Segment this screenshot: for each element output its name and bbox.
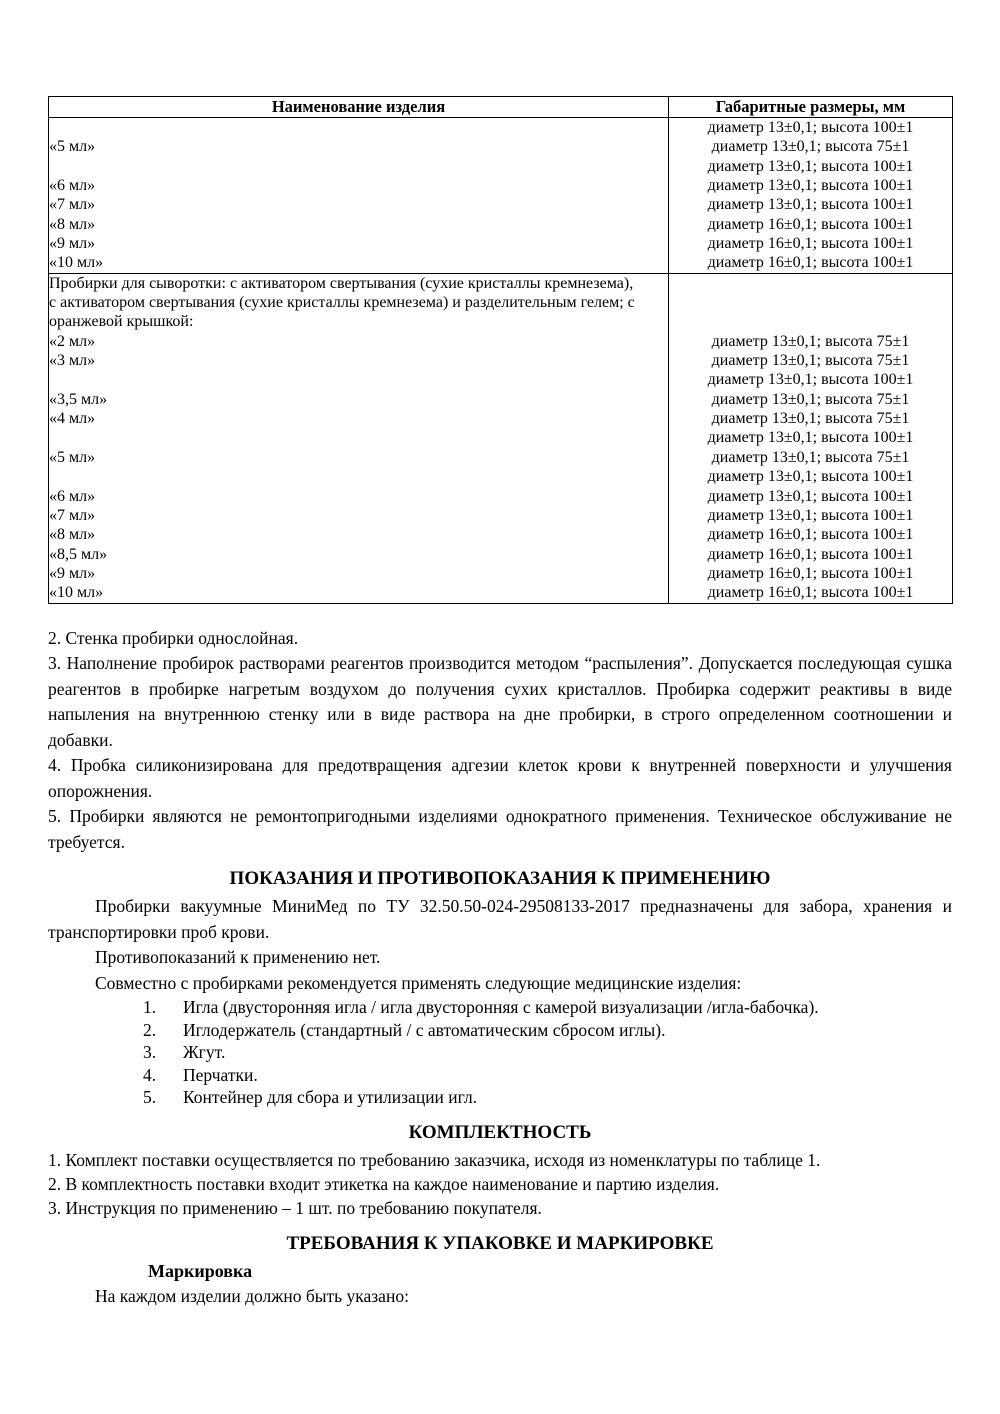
product-dimensions: диаметр 13±0,1; высота 75±1 xyxy=(711,332,910,350)
product-name: «9 мл» xyxy=(49,235,96,253)
product-name: «3,5 мл» xyxy=(49,390,108,408)
product-name: «10 мл» xyxy=(49,584,104,602)
marking-intro-paragraph: На каждом изделии должно быть указано: xyxy=(95,1285,409,1306)
product-dimensions: диаметр 13±0,1; высота 75±1 xyxy=(711,138,910,156)
list-item xyxy=(143,1086,952,1109)
product-dimensions: диаметр 16±0,1; высота 100±1 xyxy=(707,545,914,563)
packaging-heading: ТРЕБОВАНИЯ К УПАКОВКЕ И МАРКИРОВКЕ xyxy=(286,1232,714,1254)
column-header-product-name: Наименование изделия xyxy=(49,97,669,118)
product-name: «3 мл» xyxy=(49,352,96,370)
list-item xyxy=(143,1064,952,1087)
table-body xyxy=(49,118,953,604)
list-item-text: Контейнер для сбора и утилизации игл. xyxy=(183,1087,478,1108)
product-name: «5 мл» xyxy=(49,448,96,466)
table-row xyxy=(49,118,953,274)
product-dimensions: диаметр 16±0,1; высота 100±1 xyxy=(707,526,914,544)
product-dimensions: диаметр 13±0,1; высота 100±1 xyxy=(707,429,914,447)
note-paragraph: 3. Наполнение пробирок растворами реагентов производится методом “распыления”. Допускается последующая сушка реагентов в пробирке нагретым воздухом до получения сухих кристаллов. Пробирка содержит реактивы в виде напыления на внутреннюю стенку или в виде раствора на дне пробирки, в строго определенном соотношении и добавки. xyxy=(48,653,952,750)
product-dimensions: диаметр 16±0,1; высота 100±1 xyxy=(707,254,914,272)
product-dimensions: диаметр 13±0,1; высота 100±1 xyxy=(707,119,914,136)
spacer xyxy=(669,274,952,332)
product-name: «10 мл» xyxy=(49,254,104,272)
list-item-text: Перчатки. xyxy=(183,1064,258,1085)
product-name: «2 мл» xyxy=(49,332,96,350)
list-item-number: 2. xyxy=(143,1019,157,1040)
product-name xyxy=(49,428,668,447)
list-item-text: Жгут. xyxy=(183,1042,226,1063)
product-name xyxy=(49,467,668,486)
completeness-item: 3. Инструкция по применению – 1 шт. по требованию покупателя. xyxy=(48,1197,542,1218)
completeness-item: 2. В комплектность поставки входит этикетка на каждое наименование и партию изделия. xyxy=(48,1173,720,1194)
product-name: «4 мл» xyxy=(49,410,96,428)
product-names-cell xyxy=(49,118,669,274)
product-name: «7 мл» xyxy=(49,196,96,214)
list-item xyxy=(143,1041,952,1064)
product-name: «6 мл» xyxy=(49,487,96,505)
product-name xyxy=(49,157,668,176)
product-dimensions: диаметр 13±0,1; высота 100±1 xyxy=(707,506,914,524)
product-dimensions-table xyxy=(48,96,953,604)
product-dimensions: диаметр 13±0,1; высота 100±1 xyxy=(707,487,914,505)
product-names-cell xyxy=(49,273,669,603)
packaging-section xyxy=(48,1231,952,1310)
product-dimensions: диаметр 13±0,1; высота 75±1 xyxy=(711,352,910,370)
list-item-text: Игла (двусторонняя игла / игла двусторонняя с камерой визуализации /игла-бабочка). xyxy=(183,997,819,1018)
table-row xyxy=(49,273,953,603)
list-item-number: 4. xyxy=(143,1064,157,1085)
product-dimensions: диаметр 13±0,1; высота 75±1 xyxy=(711,410,910,428)
product-dimensions: диаметр 13±0,1; высота 100±1 xyxy=(707,157,914,175)
list-item xyxy=(143,996,952,1019)
contraindications-paragraph: Противопоказаний к применению нет. xyxy=(95,947,381,968)
recommended-devices-list xyxy=(143,996,952,1109)
note-paragraph: 2. Стенка пробирки однослойная. xyxy=(48,627,299,648)
product-name: «9 мл» xyxy=(49,564,96,582)
table-header xyxy=(49,97,953,118)
product-dimensions: диаметр 16±0,1; высота 100±1 xyxy=(707,584,914,602)
product-dimensions: диаметр 13±0,1; высота 100±1 xyxy=(707,371,914,389)
completeness-items xyxy=(48,1148,952,1220)
recommended-devices-intro: Совместно с пробирками рекомендуется применять следующие медицинские изделия: xyxy=(95,972,742,993)
indications-section xyxy=(48,866,952,1109)
marking-subheading: Маркировка xyxy=(148,1260,253,1281)
dimensions-cell xyxy=(669,118,953,274)
row-description-text: Пробирки для сыворотки: с активатором свертывания (сухие кристаллы кремнезема), с активатором свертывания (сухие кристаллы кремнезема) и разделительным гелем; с оранжевой крышкой: xyxy=(49,274,635,331)
product-dimensions: диаметр 13±0,1; высота 100±1 xyxy=(707,177,914,195)
product-dimensions: диаметр 13±0,1; высота 100±1 xyxy=(707,468,914,486)
product-dimensions: диаметр 16±0,1; высота 100±1 xyxy=(707,215,914,233)
completeness-section xyxy=(48,1120,952,1220)
list-item xyxy=(143,1019,952,1042)
table-header-row xyxy=(49,97,953,118)
note-paragraph: 5. Пробирки являются не ремонтопригодными изделиями однократного применения. Техническое обслуживание не требуется. xyxy=(48,806,952,852)
indications-heading: ПОКАЗАНИЯ И ПРОТИВОПОКАЗАНИЯ К ПРИМЕНЕНИЮ xyxy=(229,868,771,890)
product-dimensions: диаметр 13±0,1; высота 100±1 xyxy=(707,196,914,214)
product-dimensions: диаметр 13±0,1; высота 75±1 xyxy=(711,390,910,408)
note-paragraph: 4. Пробка силиконизирована для предотвращения адгезии клеток крови к внутренней поверхности и улучшения опорожнения. xyxy=(48,755,952,801)
completeness-item: 1. Комплект поставки осуществляется по требованию заказчика, исходя из номенклатуры по таблице 1. xyxy=(48,1149,821,1170)
notes-section xyxy=(48,626,952,856)
product-name: «7 мл» xyxy=(49,506,96,524)
list-item-text: Иглодержатель (стандартный / с автоматическим сбросом иглы). xyxy=(183,1019,666,1040)
product-dimensions: диаметр 16±0,1; высота 100±1 xyxy=(707,235,914,253)
column-header-dimensions: Габаритные размеры, мм xyxy=(669,97,953,118)
list-item-number: 1. xyxy=(143,997,157,1018)
product-dimensions: диаметр 13±0,1; высота 75±1 xyxy=(711,448,910,466)
product-dimensions: диаметр 16±0,1; высота 100±1 xyxy=(707,564,914,582)
product-name xyxy=(49,370,668,389)
product-name: «8,5 мл» xyxy=(49,545,108,563)
list-item-number: 5. xyxy=(143,1087,157,1108)
product-name: «8 мл» xyxy=(49,215,96,233)
indications-paragraph: Пробирки вакуумные МиниМед по ТУ 32.50.50-024-29508133-2017 предназначены для забора, хранения и транспортировки проб крови. xyxy=(48,896,952,942)
completeness-heading: КОМПЛЕКТНОСТЬ xyxy=(408,1121,592,1143)
product-name xyxy=(49,118,668,137)
list-item-number: 3. xyxy=(143,1042,157,1063)
product-name: «5 мл» xyxy=(49,138,96,156)
product-name: «6 мл» xyxy=(49,177,96,195)
dimensions-cell xyxy=(669,273,953,603)
product-name: «8 мл» xyxy=(49,526,96,544)
